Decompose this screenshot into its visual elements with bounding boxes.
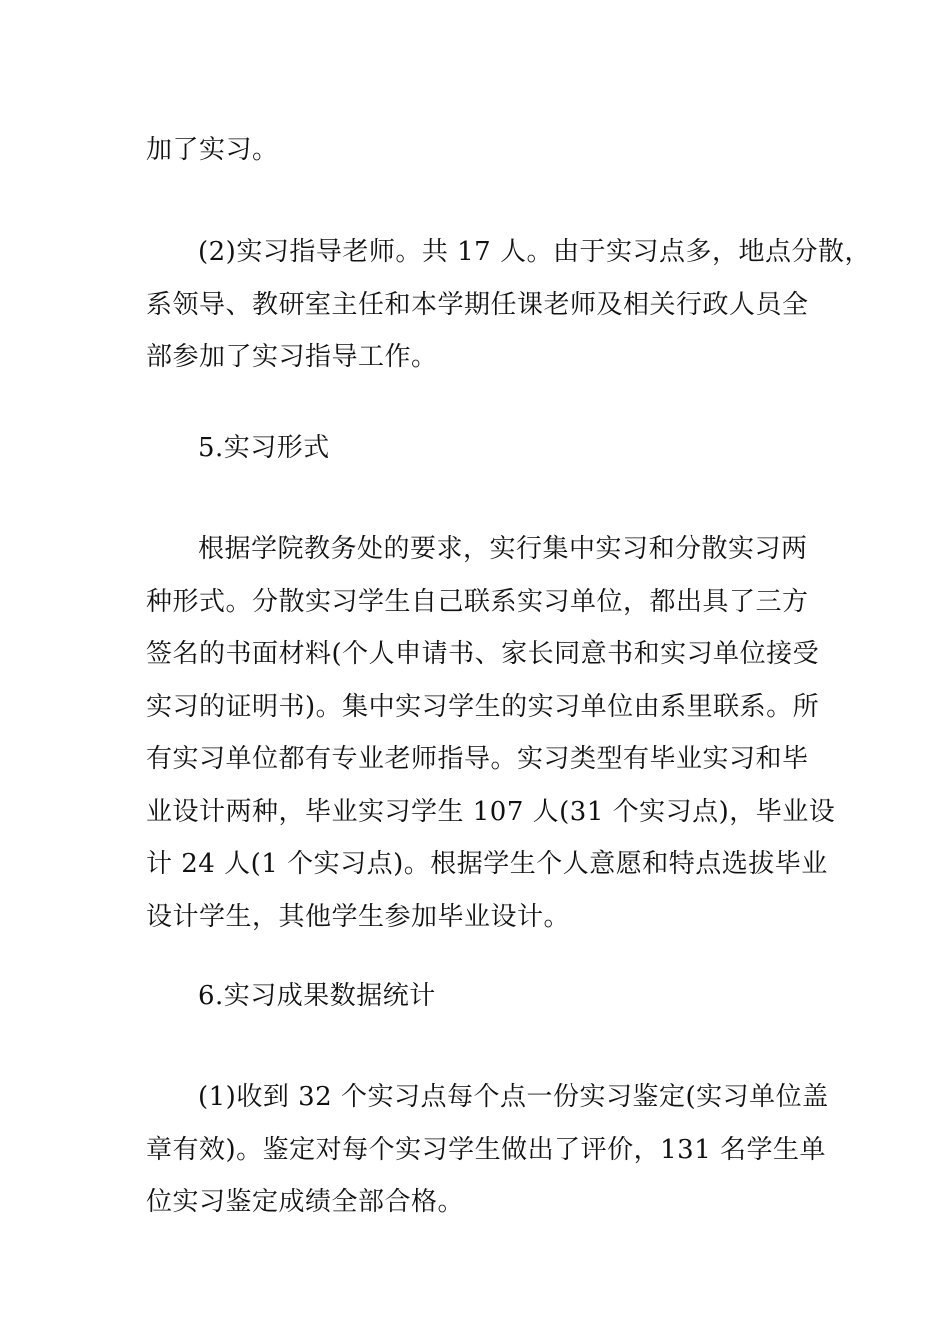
text-line: 位实习鉴定成绩全部合格。 bbox=[146, 1187, 465, 1217]
text-line: 签名的书面材料(个人申请书、家长同意书和实习单位接受 bbox=[146, 639, 820, 669]
text-line: 实习的证明书)。集中实习学生的实习单位由系里联系。所 bbox=[146, 691, 820, 722]
paragraph-instructors bbox=[146, 226, 871, 384]
section-heading-5 bbox=[146, 422, 811, 475]
text-line: 章有效)。鉴定对每个实习学生做出了评价，131 名学生单 bbox=[146, 1134, 827, 1165]
section-heading-6 bbox=[146, 970, 811, 1023]
paragraph-results bbox=[146, 1071, 829, 1229]
paragraph-internship-forms bbox=[146, 523, 836, 943]
text-line: 设计学生，其他学生参加毕业设计。 bbox=[146, 901, 571, 932]
text-line: 部参加了实习指导工作。 bbox=[146, 342, 438, 372]
text-line: 种形式。分散实习学生自己联系实习单位，都出具了三方 bbox=[146, 586, 809, 617]
heading-text: 6.实习成果数据统计 bbox=[198, 981, 436, 1011]
text-line: (2)实习指导老师。共 17 人。由于实习点多，地点分散， bbox=[198, 237, 871, 267]
paragraph-continuation bbox=[146, 124, 811, 177]
text-line: 系领导、教研室主任和本学期任课老师及相关行政人员全 bbox=[146, 289, 809, 320]
heading-text: 5.实习形式 bbox=[198, 433, 330, 463]
text-line: 有实习单位都有专业老师指导。实习类型有毕业实习和毕 bbox=[146, 744, 809, 774]
text-line: 根据学院教务处的要求，实行集中实习和分散实习两 bbox=[198, 534, 808, 564]
text-line: 计 24 人(1 个实习点)。根据学生个人意愿和特点选拔毕业 bbox=[146, 849, 828, 879]
text-line: 加了实习。 bbox=[146, 135, 279, 165]
text-line: 业设计两种，毕业实习学生 107 人(31 个实习点)，毕业设 bbox=[146, 796, 836, 827]
text-line: (1)收到 32 个实习点每个点一份实习鉴定(实习单位盖 bbox=[198, 1082, 829, 1112]
